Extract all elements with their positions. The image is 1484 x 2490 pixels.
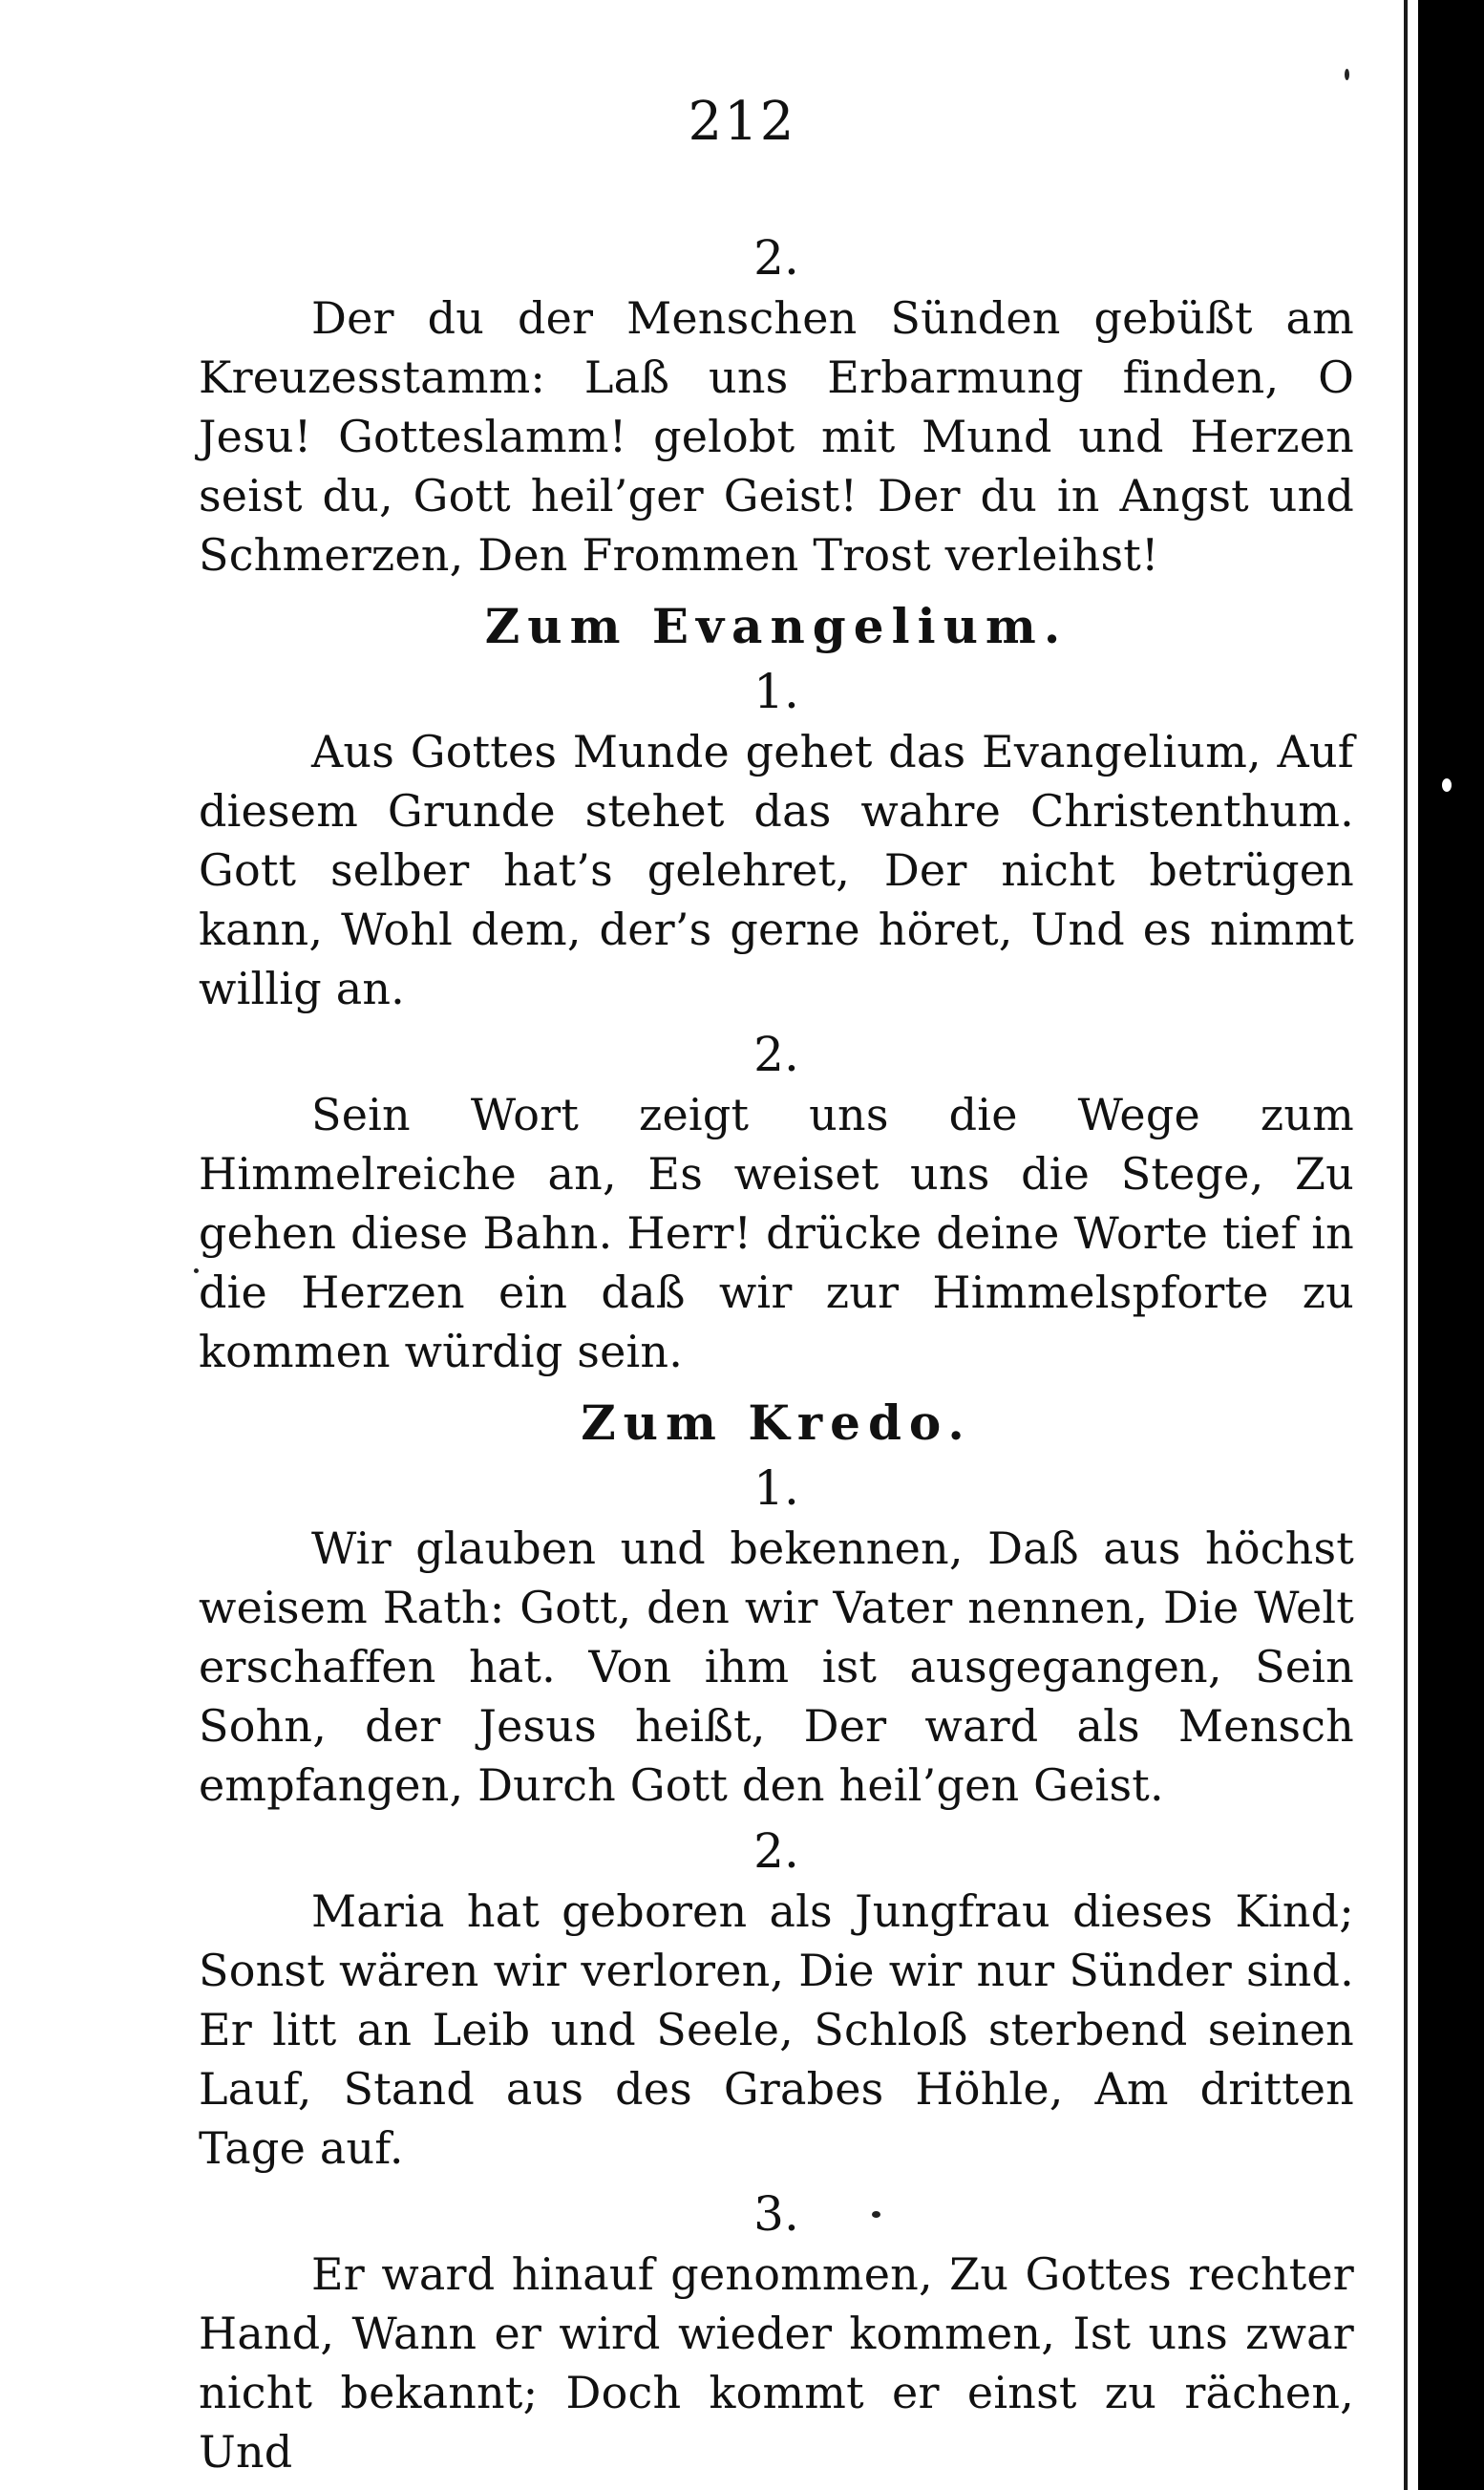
ink-speck (872, 2211, 880, 2218)
verse-text: Wir glauben und bekennen, Daß aus höchst weisem Rath: Gott, den wir Vater nennen, Die Welt erschaffen hat. Von ihm ist ausgegangen, Sein Sohn, der Jesus heißt, Der ward als Mensch empfangen, Durch Gott den heil’gen Geist. (199, 1522, 1354, 1811)
page-content (199, 229, 1354, 2489)
verse-text: Der du der Menschen Sünden gebüßt am Kreuzesstamm: Laß uns Erbarmung finden, O Jesu! Gotteslamm! gelobt mit Mund und Herzen seist du, Gott heil’ger Geist! Der du in Angst und Schmerzen, Den Frommen Trost verleihst! (199, 292, 1354, 581)
ink-speck (1442, 778, 1452, 792)
page-number: 212 (688, 91, 796, 153)
verse-text: Er ward hinauf genommen, Zu Gottes rechter Hand, Wann er wird wieder kommen, Ist uns zwar nicht bekannt; Doch kommt er einst zu rächen, Und (199, 2248, 1354, 2478)
verse-text: Maria hat geboren als Jungfrau dieses Kind; Sonst wären wir verloren, Die wir nur Sünder sind. Er litt an Leib und Seele, Schloß sterbend seinen Lauf, Stand aus des Grabes Höhle, Am dritten Tage auf. (199, 1885, 1354, 2174)
section-heading: Zum Kredo. (581, 1394, 972, 1451)
verse-number: 1. (753, 664, 799, 719)
verse-text: Sein Wort zeigt uns die Wege zum Himmelreiche an, Es weiset uns die Stege, Zu gehen diese Bahn. Herr! drücke deine Worte tief in die Herzen ein daß wir zur Himmelspforte zu kommen würdig sein. (199, 1089, 1354, 1377)
verse-number: 2. (753, 1823, 799, 1879)
verse-number: 2. (753, 230, 799, 286)
verse-number: 3. (753, 2186, 799, 2242)
verse-text: Aus Gottes Munde gehet das Evangelium, Auf diesem Grunde stehet das wahre Christenthum. Gott selber hat’s gelehret, Der nicht betrügen kann, Wohl dem, der’s gerne höret, Und es nimmt willig an. (199, 726, 1354, 1014)
page-edge (1404, 0, 1408, 2490)
section-heading: Zum Evangelium. (484, 598, 1069, 654)
verse-number: 1. (753, 1460, 799, 1516)
verse-number: 2. (753, 1027, 799, 1082)
ink-speck (194, 1268, 199, 1273)
ink-speck (1345, 69, 1349, 80)
